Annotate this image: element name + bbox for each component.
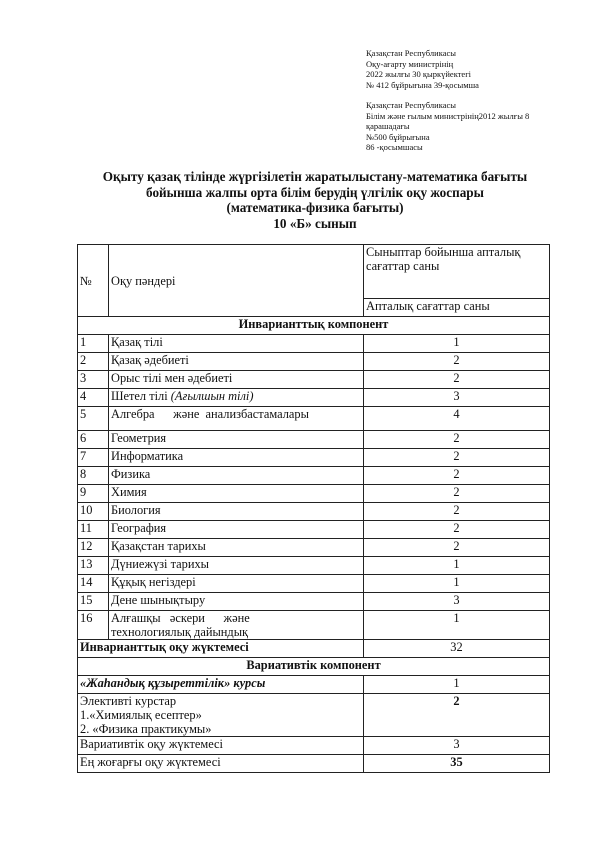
row-hours: 1 (364, 335, 550, 353)
note-line: Білім және ғылым министрінің2012 жылғы 8 (366, 110, 530, 121)
row-subject: Физика (109, 467, 364, 485)
curriculum-table (77, 244, 550, 773)
note-line: №500 бұйрығына (366, 131, 430, 142)
table-row (78, 431, 550, 449)
row-subject: Дене шынықтыру (109, 593, 364, 611)
section-invariant: Инварианттық компонент (78, 317, 550, 335)
table-row (78, 593, 550, 611)
section-row (78, 317, 550, 335)
row-num: 4 (78, 389, 109, 407)
row-subject: Қазақ тілі (109, 335, 364, 353)
row-hours: 2 (364, 503, 550, 521)
row-num: 6 (78, 431, 109, 449)
row-subject: Геометрия (109, 431, 364, 449)
row-num: 7 (78, 449, 109, 467)
row-hours: 2 (364, 371, 550, 389)
row-subject (109, 389, 364, 407)
row-hours: 1 (364, 575, 550, 593)
approval-note-1 (366, 48, 576, 90)
subject-name: Шетел тілі (111, 389, 168, 403)
row-num: 2 (78, 353, 109, 371)
table-row (78, 503, 550, 521)
max-load-label: Ең жоғарғы оқу жүктемесі (78, 755, 364, 773)
row-num: 1 (78, 335, 109, 353)
table-row (78, 539, 550, 557)
table-row (78, 611, 550, 640)
invariant-total-hours: 32 (364, 640, 550, 658)
row-num: 12 (78, 539, 109, 557)
note-line: қарашадағы (366, 121, 410, 131)
row-num: 15 (78, 593, 109, 611)
note-line: № 412 бұйрығына 39-қосымша (366, 79, 479, 90)
table-row (78, 407, 550, 431)
row-num: 16 (78, 611, 109, 640)
table-row (78, 449, 550, 467)
note-line: Оқу-ағарту министрінің (366, 58, 454, 69)
electives-cell (78, 694, 364, 737)
table-row (78, 694, 550, 737)
table-row (78, 676, 550, 694)
table-row (78, 485, 550, 503)
col-num-header: № (78, 245, 109, 317)
row-num: 3 (78, 371, 109, 389)
table-row (78, 335, 550, 353)
row-subject: Қазақстан тарихы (109, 539, 364, 557)
note-line: Қазақстан Республикасы (366, 100, 456, 110)
note-line: 86 -қосымшасы (366, 142, 423, 152)
title-line-2: бойынша жалпы орта білім берудің үлгілік оқу жоспары (146, 184, 484, 200)
table-row (78, 575, 550, 593)
document-title (80, 169, 550, 231)
col-subject-header: Оқу пәндері (109, 245, 364, 317)
col-hours-header-bottom: Апталық сағаттар саны (364, 299, 550, 317)
row-num: 11 (78, 521, 109, 539)
row-hours: 2 (364, 467, 550, 485)
table-header-row (78, 245, 550, 299)
course-hours: 1 (364, 676, 550, 694)
subject-line-2: технологиялық дайындық (111, 625, 249, 639)
row-subject: Орыс тілі мен әдебиеті (109, 371, 364, 389)
row-hours: 3 (364, 389, 550, 407)
table-row (78, 389, 550, 407)
total-row (78, 755, 550, 773)
row-subject: Дүниежүзі тарихы (109, 557, 364, 575)
row-num: 5 (78, 407, 109, 431)
row-subject: Қазақ әдебиеті (109, 353, 364, 371)
section-row (78, 658, 550, 676)
electives-hours: 2 (364, 694, 550, 737)
total-row (78, 640, 550, 658)
max-load-hours: 35 (364, 755, 550, 773)
title-line-1: Оқыту қазақ тілінде жүргізілетін жаратылыстану-математика бағыты (102, 169, 528, 184)
row-num: 10 (78, 503, 109, 521)
row-hours: 3 (364, 593, 550, 611)
title-line-3: (математика-физика бағыты) (226, 200, 404, 215)
row-subject: Биология (109, 503, 364, 521)
row-num: 13 (78, 557, 109, 575)
electives-title: Элективті курстар (80, 694, 177, 708)
invariant-total-label: Инварианттық оқу жүктемесі (78, 640, 364, 658)
row-hours: 2 (364, 431, 550, 449)
table-row (78, 467, 550, 485)
row-hours: 1 (364, 611, 550, 640)
total-row (78, 737, 550, 755)
row-hours: 2 (364, 485, 550, 503)
row-num: 14 (78, 575, 109, 593)
variative-total-label: Вариативтік оқу жүктемесі (78, 737, 364, 755)
table-row (78, 557, 550, 575)
row-subject: Құқық негіздері (109, 575, 364, 593)
row-num: 9 (78, 485, 109, 503)
row-subject: Алгебра және анализбастамалары (109, 407, 364, 431)
row-subject: Химия (109, 485, 364, 503)
note-line: Қазақстан Республикасы (366, 48, 456, 58)
title-line-4: 10 «Б» сынып (273, 215, 357, 231)
elective-item: 1.«Химиялық есептер» (80, 708, 202, 722)
row-hours: 2 (364, 449, 550, 467)
section-variative: Вариативтік компонент (78, 658, 550, 676)
subject-line-1: Алғашқы әскери және (111, 611, 250, 625)
approval-note-2 (366, 100, 576, 153)
row-subject: Информатика (109, 449, 364, 467)
elective-item: 2. «Физика практикумы» (80, 722, 212, 736)
row-hours: 2 (364, 353, 550, 371)
row-subject (109, 611, 364, 640)
course-label: «Жаһандық құзыреттілік» курсы (78, 676, 364, 694)
row-hours: 2 (364, 539, 550, 557)
row-num: 8 (78, 467, 109, 485)
row-hours: 2 (364, 521, 550, 539)
table-row (78, 521, 550, 539)
row-hours: 4 (364, 407, 550, 431)
variative-total-hours: 3 (364, 737, 550, 755)
row-hours: 1 (364, 557, 550, 575)
note-line: 2022 жылғы 30 қыркүйектегі (366, 69, 472, 79)
row-subject: География (109, 521, 364, 539)
col-hours-header-top: Сыныптар бойынша апталық сағаттар саны (364, 245, 550, 299)
table-row (78, 371, 550, 389)
table-row (78, 353, 550, 371)
subject-note: (Ағылшын тілі) (170, 389, 254, 403)
